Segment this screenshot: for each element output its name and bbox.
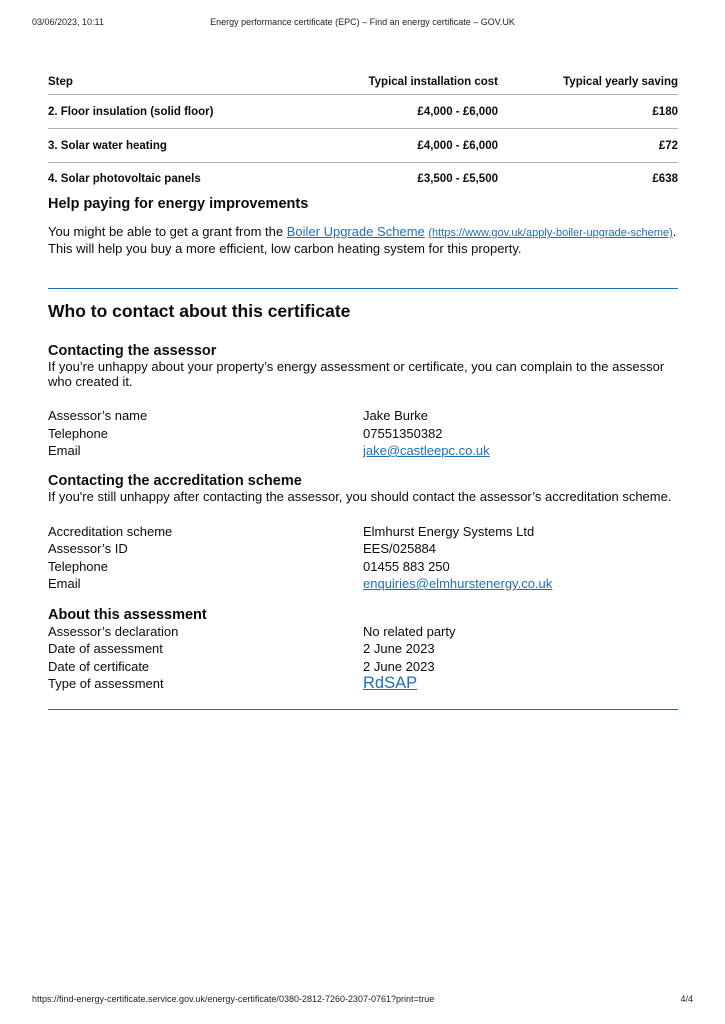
- boiler-upgrade-scheme-url[interactable]: (https://www.gov.uk/apply-boiler-upgrade-scheme): [428, 227, 673, 239]
- detail-row: [48, 558, 678, 576]
- detail-row: [48, 675, 678, 693]
- page-number: 4/4: [680, 994, 693, 1004]
- step-saving: £72: [498, 129, 678, 163]
- detail-label: Date of assessment: [48, 641, 163, 656]
- section-divider: [48, 709, 678, 710]
- column-header-saving: Typical yearly saving: [498, 74, 678, 95]
- table-header-row: [48, 74, 678, 95]
- grant-text-after: . This will help you buy a more efficient, low carbon heating system for this property.: [48, 224, 677, 256]
- detail-label: Telephone: [48, 425, 108, 441]
- assessor-details: [48, 407, 678, 460]
- step-saving: £638: [652, 172, 678, 185]
- detail-row: [48, 442, 678, 460]
- assessment-details: [48, 623, 678, 693]
- scheme-email-link[interactable]: enquiries@elmhurstenergy.co.uk: [363, 576, 553, 591]
- help-heading: Help paying for energy improvements: [48, 196, 309, 212]
- table-row: [48, 163, 678, 195]
- detail-label: Assessor’s ID: [48, 541, 128, 556]
- about-assessment-heading: About this assessment: [48, 606, 207, 623]
- detail-value: No related party: [363, 623, 456, 639]
- step-name: 4. Solar photovoltaic panels: [48, 172, 201, 185]
- detail-label: Accreditation scheme: [48, 523, 173, 539]
- detail-label: Assessor’s name: [48, 408, 148, 423]
- print-footer: [0, 994, 725, 1006]
- column-header-cost: Typical installation cost: [308, 74, 498, 95]
- detail-row: [48, 575, 678, 593]
- steps-table: [48, 74, 678, 194]
- detail-row: [48, 540, 678, 558]
- table-row: [48, 95, 678, 129]
- table-row: [48, 129, 678, 163]
- assessor-heading: Contacting the assessor: [48, 343, 217, 359]
- accreditation-text: If you're still unhappy after contacting the assessor, you should contact the assessor’s accreditation scheme.: [48, 488, 672, 504]
- detail-value: 2 June 2023: [363, 658, 435, 674]
- rdsap-link[interactable]: RdSAP: [363, 674, 418, 692]
- print-datetime: 03/06/2023, 10:11: [32, 17, 104, 27]
- boiler-upgrade-scheme-link[interactable]: Boiler Upgrade Scheme: [286, 224, 425, 239]
- assessor-email-link[interactable]: jake@castleepc.co.uk: [363, 443, 490, 458]
- section-divider: [48, 288, 678, 289]
- detail-row: [48, 640, 678, 658]
- detail-value: Jake Burke: [363, 408, 429, 423]
- step-name: 3. Solar water heating: [48, 129, 308, 163]
- detail-row: [48, 623, 678, 641]
- detail-label: Assessor’s declaration: [48, 623, 179, 639]
- accreditation-heading: Contacting the accreditation scheme: [48, 472, 302, 489]
- step-saving: £180: [498, 95, 678, 129]
- contact-heading: Who to contact about this certificate: [48, 301, 351, 321]
- step-cost: £3,500 - £5,500: [417, 172, 498, 185]
- detail-label: Email: [48, 443, 81, 458]
- detail-label: Email: [48, 576, 81, 591]
- detail-row: [48, 407, 678, 425]
- detail-label: Type of assessment: [48, 676, 164, 691]
- detail-value: 01455 883 250: [363, 558, 450, 574]
- step-cost: £4,000 - £6,000: [308, 129, 498, 163]
- step-name: 2. Floor insulation (solid floor): [48, 95, 308, 129]
- detail-value: 07551350382: [363, 425, 443, 441]
- print-url: https://find-energy-certificate.service.gov.uk/energy-certificate/0380-2812-7260-2307-0761?print=true: [32, 994, 435, 1004]
- main-content: [48, 74, 678, 710]
- grant-text-before: You might be able to get a grant from the: [48, 224, 287, 239]
- detail-value: 2 June 2023: [363, 641, 435, 656]
- detail-label: Date of certificate: [48, 658, 150, 674]
- print-header: [0, 17, 725, 29]
- accreditation-details: [48, 523, 678, 593]
- column-header-step: Step: [48, 74, 308, 95]
- detail-row: [48, 658, 678, 676]
- step-cost: £4,000 - £6,000: [308, 95, 498, 129]
- assessor-text: If you’re unhappy about your property’s energy assessment or certificate, you can complain to the assessor who created it.: [48, 359, 665, 389]
- detail-value: EES/025884: [363, 541, 437, 556]
- detail-value: Elmhurst Energy Systems Ltd: [363, 523, 535, 539]
- detail-label: Telephone: [48, 558, 108, 574]
- detail-row: [48, 425, 678, 443]
- grant-paragraph: [48, 224, 678, 257]
- detail-row: [48, 523, 678, 541]
- print-page-title: Energy performance certificate (EPC) – Find an energy certificate – GOV.UK: [210, 17, 515, 27]
